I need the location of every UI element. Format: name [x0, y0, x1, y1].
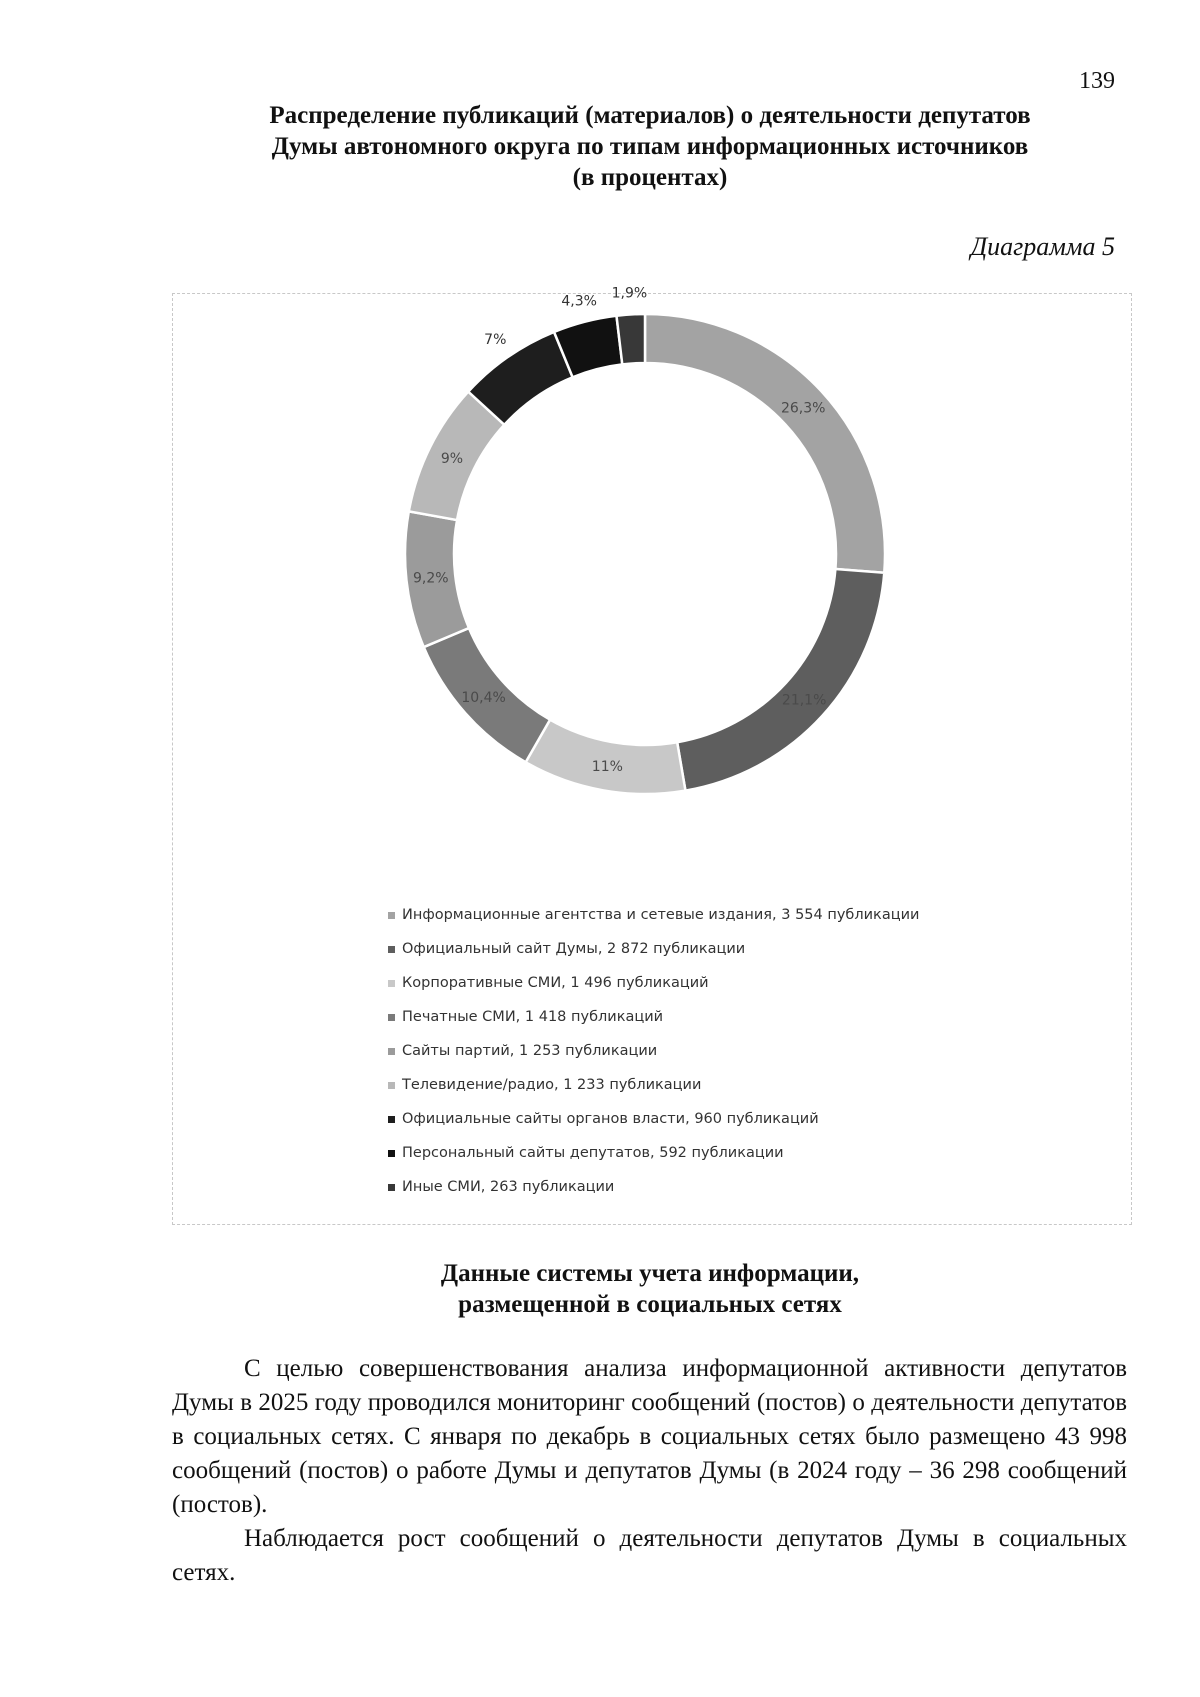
donut-slice — [616, 314, 645, 364]
section-title — [170, 1258, 1130, 1320]
slice-data-label: 11% — [591, 759, 623, 776]
chart-legend — [388, 898, 919, 1204]
legend-item — [388, 966, 919, 1000]
slice-data-label: 10,4% — [461, 689, 506, 706]
legend-swatch — [388, 912, 395, 919]
donut-slice — [677, 569, 884, 791]
paragraph: Наблюдается рост сообщений о деятельности депутатов Думы в социальных сетях. — [172, 1525, 1127, 1586]
chart-title — [170, 100, 1130, 193]
legend-swatch — [388, 1184, 395, 1191]
legend-label: Сайты партий, 1 253 публикации — [402, 1043, 658, 1059]
legend-item — [388, 898, 919, 932]
legend-label: Телевидение/радио, 1 233 публикации — [402, 1077, 702, 1093]
chart-title-line: (в процентах) — [572, 164, 728, 191]
slice-data-label: 9% — [440, 451, 464, 468]
slice-data-label: 1,9% — [611, 285, 648, 302]
legend-swatch — [388, 1116, 395, 1123]
legend-swatch — [388, 1048, 395, 1055]
legend-item — [388, 932, 919, 966]
paragraph: С целью совершенствования анализа информационной активности депутатов Думы в 2025 году проводился мониторинг сообщений (постов) о деятельности депутатов в социальных сетях. С января по декабрь в социальных сетях было размещено 43 998 сообщений (постов) о работе Думы и депутатов Думы (в 2024 году – 36 298 сообщений (постов). — [172, 1355, 1127, 1518]
legend-label: Официальный сайт Думы, 2 872 публикации — [402, 941, 746, 957]
body-text — [172, 1352, 1127, 1590]
legend-item — [388, 1170, 919, 1204]
legend-label: Печатные СМИ, 1 418 публикаций — [402, 1009, 664, 1025]
section-title-line: Данные системы учета информации, — [440, 1260, 860, 1287]
page-number: 139 — [1079, 68, 1115, 94]
chart-title-line: Думы автономного округа по типам информационных источников — [271, 133, 1029, 160]
slice-data-label: 4,3% — [561, 293, 597, 310]
legend-label: Информационные агентства и сетевые издания, 3 554 публикации — [402, 907, 920, 923]
legend-item — [388, 1068, 919, 1102]
slice-data-label: 7% — [484, 331, 507, 348]
slice-data-label: 26,3% — [780, 400, 826, 417]
chart-container — [172, 285, 1132, 1225]
legend-label: Иные СМИ, 263 публикации — [402, 1179, 615, 1195]
legend-swatch — [388, 1014, 395, 1021]
legend-label: Персональный сайты депутатов, 592 публикации — [402, 1145, 784, 1161]
legend-label: Корпоративные СМИ, 1 496 публикаций — [402, 975, 709, 991]
legend-swatch — [388, 980, 395, 987]
chart-title-line: Распределение публикаций (материалов) о деятельности депутатов — [269, 102, 1031, 129]
slice-data-label: 21,1% — [781, 692, 827, 709]
donut-slice — [526, 720, 686, 794]
legend-item — [388, 1136, 919, 1170]
legend-swatch — [388, 946, 395, 953]
section-title-line: размещенной в социальных сетях — [458, 1291, 842, 1318]
legend-swatch — [388, 1150, 395, 1157]
legend-item — [388, 1102, 919, 1136]
legend-item — [388, 1034, 919, 1068]
slice-data-label: 9,2% — [413, 570, 449, 587]
legend-label: Официальные сайты органов власти, 960 публикаций — [402, 1111, 819, 1127]
diagram-label: Диаграмма 5 — [970, 232, 1115, 261]
legend-item — [388, 1000, 919, 1034]
donut-slice — [645, 314, 885, 573]
legend-swatch — [388, 1082, 395, 1089]
